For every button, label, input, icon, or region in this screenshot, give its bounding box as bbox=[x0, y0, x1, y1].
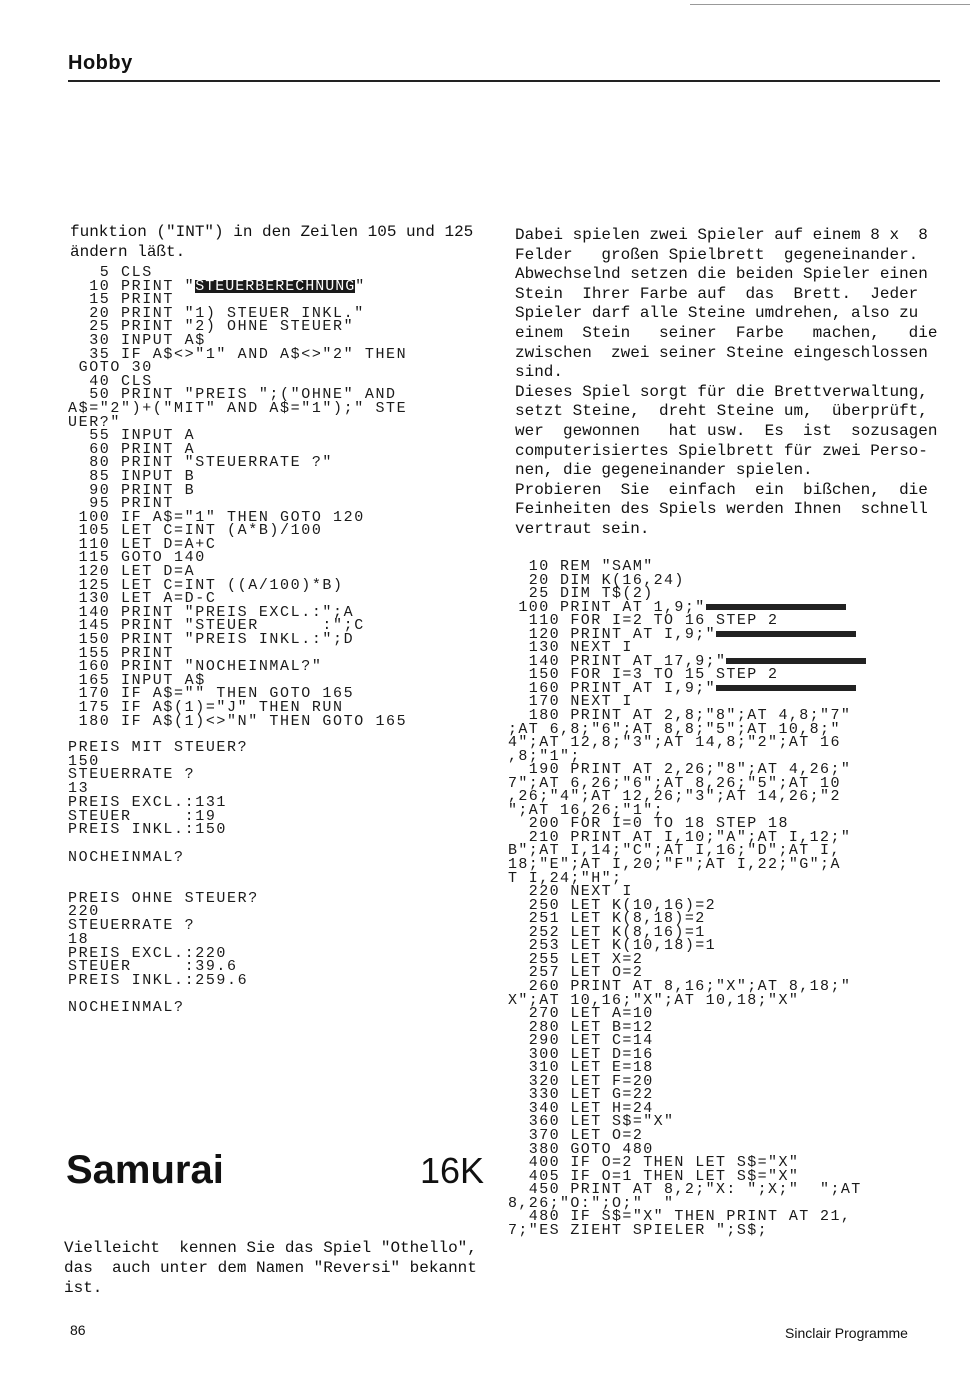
top-rule bbox=[690, 4, 970, 5]
listing-part: 150 FOR I=3 TO 15 STEP 2 bbox=[508, 666, 779, 684]
graphics-bar bbox=[726, 658, 866, 664]
listing-part: 170 NEXT I 180 PRINT AT 2,8;"8";AT 4,8;"7" ;AT 6,8;"6";AT 8,8;"5";AT 10,8;" 4";AT 12,8;"3";AT 14,8;"2";AT 16 ,8;"1"; 190 PRINT AT 2,26;"8";AT 4,26;" 7";AT 6,26;"6";AT 8,26;"5";AT 10 ,26;"4";AT 12,26;"3";AT 14,26;"2 ";AT 16,26;"1"; 200 FOR I=0 TO 18 STEP 18 210 PRINT AT I,10;"A";AT I,12;" B";AT I,14;"C";AT I,16;"D";AT I, 18;"E";AT I,20;"F";AT I,22;"G";A T I,24;"H"; 220 NEXT I 250 LET K(10,16)=2 251 LET K(8,18)=2 252 LET K(8,16)=1 253 LET K(10,18)=1 255 LET X=2 257 LET O=2 260 PRINT AT 8,16;"X";AT 8,18;" X";AT 10,16;"X";AT 10,18;"X" 270 LET A=10 280 LET B=12 290 LET C=14 300 LET D=16 310 LET E=18 320 LET F=20 330 LET G=22 340 LET H=24 360 LET S$="X" 370 LET O=2 380 GOTO 480 400 IF O=2 THEN LET S$="X" 405 IF O=1 THEN LET S$="X" 450 PRINT AT 8,2;"X: ";X;" ";AT 8,26;"O:";O;" " 480 IF S$="X" THEN PRINT AT 21, 7;"ES ZIEHT SPIELER ";S$; bbox=[508, 693, 862, 1239]
listing-part: 110 FOR I=2 TO 16 STEP 2 bbox=[508, 612, 779, 630]
graphics-bar bbox=[716, 631, 856, 637]
right-prose: Dabei spielen zwei Spieler auf einem 8 x 8 Felder großen Spielbrett gegeneinander. Abwechselnd setzen die beiden Spieler einen Stein Ihrer Farbe auf das Brett. Jeder Spieler darf alle Steine umdrehen, also zu einem Stein seiner Farbe machen, die zwischen zwei seiner Steine eingeschlossen sind. Dieses Spiel sorgt für die Brettverwaltung, setzt Steine, dreht Steine um, überprüft, wer gewonnen hat usw. Es ist sozusagen computerisiertes Spielbrett für zwei Perso- nen, die gegeneinander spielen. Probieren Sie einfach ein bißchen, die Feinheiten des Spiels werden Ihnen schnell vertraut sein. bbox=[515, 226, 938, 538]
header-rule bbox=[68, 80, 940, 82]
program-output: PREIS MIT STEUER? 150 STEUERRATE ? 13 PREIS EXCL.:131 STEUER :19 PREIS INKL.:150 NOCHEINMAL? PREIS OHNE STEUER? 220 STEUERRATE ? 18 PREIS EXCL.:220 STEUER :39.6 PREIS INKL.:259.6 NOCHEINMAL? bbox=[68, 739, 259, 1017]
graphics-bar bbox=[716, 685, 856, 691]
publication-name: Sinclair Programme bbox=[785, 1325, 908, 1341]
graphics-bar bbox=[706, 604, 846, 610]
listing-part: 10 REM "SAM" 20 DIM K(16,24) 25 DIM T$(2) bbox=[528, 558, 685, 603]
inverse-text: STEUERBERECHNUNG bbox=[195, 277, 356, 295]
basic-listing-steuer bbox=[68, 266, 407, 728]
page-number: 86 bbox=[70, 1322, 86, 1338]
listing-part: 140 PRINT AT 17,9;" bbox=[508, 652, 727, 670]
basic-listing-samurai bbox=[508, 560, 866, 1237]
listing-part: 130 NEXT I bbox=[508, 639, 633, 657]
listing-part: 120 PRINT AT I,9;" bbox=[508, 625, 717, 643]
article-title: Samurai bbox=[66, 1148, 224, 1192]
article-intro: Vielleicht kennen Sie das Spiel "Othello", das auch unter dem Namen "Reversi" bekannt ist. bbox=[64, 1239, 477, 1297]
section-label: Hobby bbox=[68, 52, 133, 74]
listing-part: 5 CLS 10 PRINT " bbox=[89, 264, 196, 295]
listing-part: 100 PRINT AT 1,9;" bbox=[508, 598, 706, 616]
listing-part: 160 PRINT AT I,9;" bbox=[508, 679, 717, 697]
listing-part: " 15 PRINT 20 PRINT "1) STEUER INKL." 25 PRINT "2) OHNE STEUER" 30 INPUT A$ 35 IF A$<>"1" AND A$<>"2" THEN GOTO 30 40 CLS 50 PRINT "PREIS ";("OHNE" AND A$="2")+("MIT" AND A$="1");" STE UER?" 55 INPUT A 60 PRINT A 80 PRINT "STEUERRATE ?" 85 INPUT B 90 PRINT B 95 PRINT 100 IF A$="1" THEN GOTO 120 105 LET C=INT (A*B)/100 110 LET D=A+C 115 GOTO 140 120 LET D=A 125 LET C=INT ((A/100)*B) 130 LET A=D-C 140 PRINT "PREIS EXCL.:";A 145 PRINT "STEUER :";C 150 PRINT "PREIS INKL.:";D 155 PRINT 160 PRINT "NOCHEINMAL?" 165 INPUT A$ 170 IF A$="" THEN GOTO 165 175 IF A$(1)="J" THEN RUN 180 IF A$(1)<>"N" THEN GOTO 165 bbox=[68, 277, 408, 730]
memory-requirement: 16K bbox=[420, 1150, 485, 1191]
left-intro-text: funktion ("INT") in den Zeilen 105 und 125 ändern läßt. bbox=[70, 223, 474, 261]
